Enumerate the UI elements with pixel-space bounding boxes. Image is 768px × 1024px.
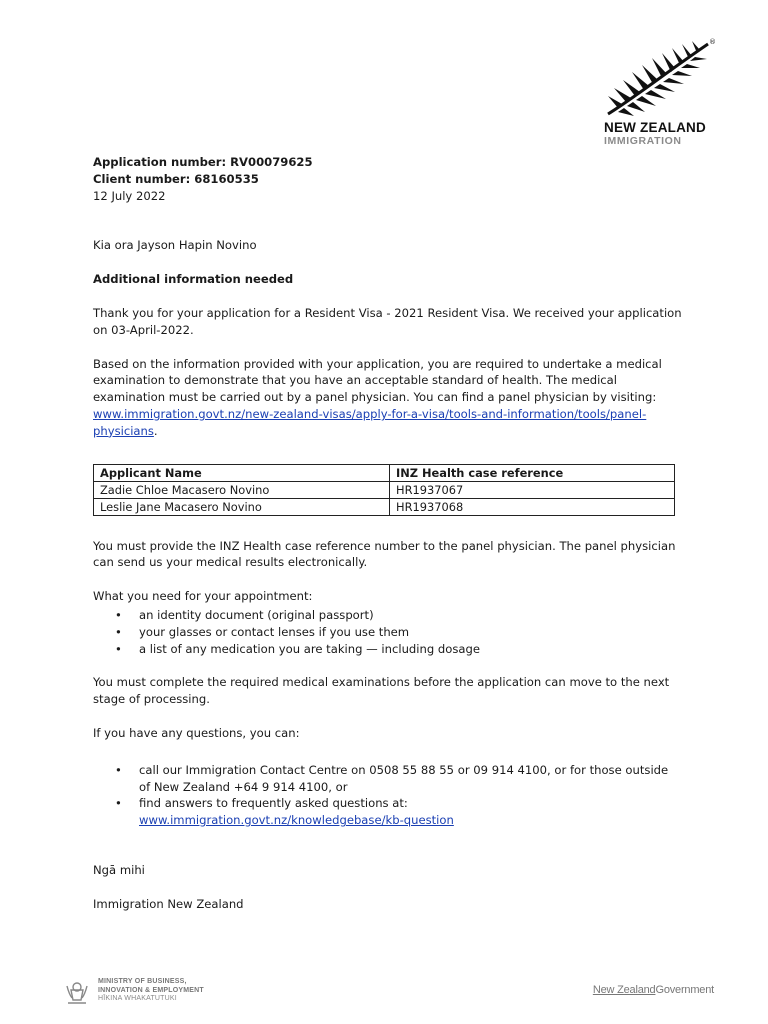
- gov-wordmark-part1: New Zealand: [592, 984, 656, 996]
- list-item: • call our Immigration Contact Centre on 0508 55 88 55 or 09 914 4100, or for those outside of New Zealand +64 9 914 4100, or: [139, 762, 683, 796]
- silver-fern-icon: [604, 38, 716, 118]
- paragraph-questions: If you have any questions, you can:: [93, 725, 300, 740]
- paragraph-complete-exams: You must complete the required medical examinations before the application can move to the next stage of processing.: [93, 675, 670, 707]
- table-header-cell: INZ Health case reference: [390, 464, 675, 481]
- mbie-wordmark: [98, 978, 204, 1004]
- trademark-symbol: ®: [709, 38, 716, 46]
- paragraph-appointment-needs: What you need for your appointment:: [93, 589, 313, 604]
- faq-link[interactable]: www.immigration.govt.nz/knowledgebase/kb-question: [139, 813, 454, 828]
- nz-immigration-logo: [600, 38, 730, 147]
- mbie-line2: INNOVATION & EMPLOYMENT: [98, 986, 204, 994]
- case-reference-cell: HR1937067: [390, 481, 675, 498]
- case-reference-cell: HR1937068: [390, 498, 675, 515]
- signature: Immigration New Zealand: [93, 896, 244, 911]
- logo-name-line1: NEW ZEALAND: [604, 120, 706, 135]
- nz-government-wordmark: [593, 984, 714, 996]
- gov-wordmark-part2: Government: [655, 984, 714, 996]
- mbie-footer-logo: [62, 976, 204, 1006]
- list-item: • your glasses or contact lenses if you use them: [139, 624, 683, 641]
- list-item: [139, 795, 683, 829]
- appointment-list: [93, 607, 683, 657]
- applicant-name-cell: Leslie Jane Macasero Novino: [94, 498, 390, 515]
- application-number: Application number: RV00079625: [93, 155, 313, 169]
- panel-physicians-link[interactable]: www.immigration.govt.nz/new-zealand-visas/apply-for-a-visa/tools-and-information/tools/panel-physicians: [93, 406, 647, 438]
- client-number: Client number: 68160535: [93, 171, 259, 186]
- table-header-row: [94, 464, 675, 481]
- health-reference-table: [93, 464, 675, 516]
- paragraph-application-received: Thank you for your application for a Resident Visa - 2021 Resident Visa. We received your application on 03-April-2022.: [93, 305, 682, 337]
- letter-body: [93, 154, 683, 913]
- paragraph-medical-text: Based on the information provided with your application, you are required to undertake a medical examination to demonstrate that you have an acceptable standard of health. The medical examination must be carried out by a panel physician. You can find a panel physician by visiting:: [93, 356, 662, 405]
- logo-name-line2: IMMIGRATION: [604, 135, 682, 147]
- letter-heading: Additional information needed: [93, 272, 294, 287]
- coat-of-arms-icon: [62, 976, 92, 1006]
- greeting: Kia ora Jayson Hapin Novino: [93, 238, 257, 253]
- list-item: • a list of any medication you are taking — including dosage: [139, 641, 683, 658]
- paragraph-medical-end: .: [153, 423, 158, 438]
- table-row: [94, 481, 675, 498]
- faq-text: find answers to frequently asked questions at:: [139, 796, 408, 811]
- mbie-line3: HĪKINA WHAKATUTUKI: [98, 995, 177, 1003]
- mbie-line1: MINISTRY OF BUSINESS,: [98, 978, 187, 986]
- applicant-name-cell: Zadie Chloe Macasero Novino: [94, 481, 390, 498]
- questions-list: [93, 762, 683, 829]
- paragraph-medical-requirement: [93, 356, 683, 440]
- list-item: • an identity document (original passport): [139, 607, 683, 624]
- signoff: Ngā mihi: [93, 862, 145, 877]
- paragraph-provide-reference: You must provide the INZ Health case reference number to the panel physician. The panel physician can send us your medical results electronically.: [93, 538, 676, 570]
- table-row: [94, 498, 675, 515]
- letter-date: 12 July 2022: [93, 188, 166, 203]
- table-header-cell: Applicant Name: [94, 464, 390, 481]
